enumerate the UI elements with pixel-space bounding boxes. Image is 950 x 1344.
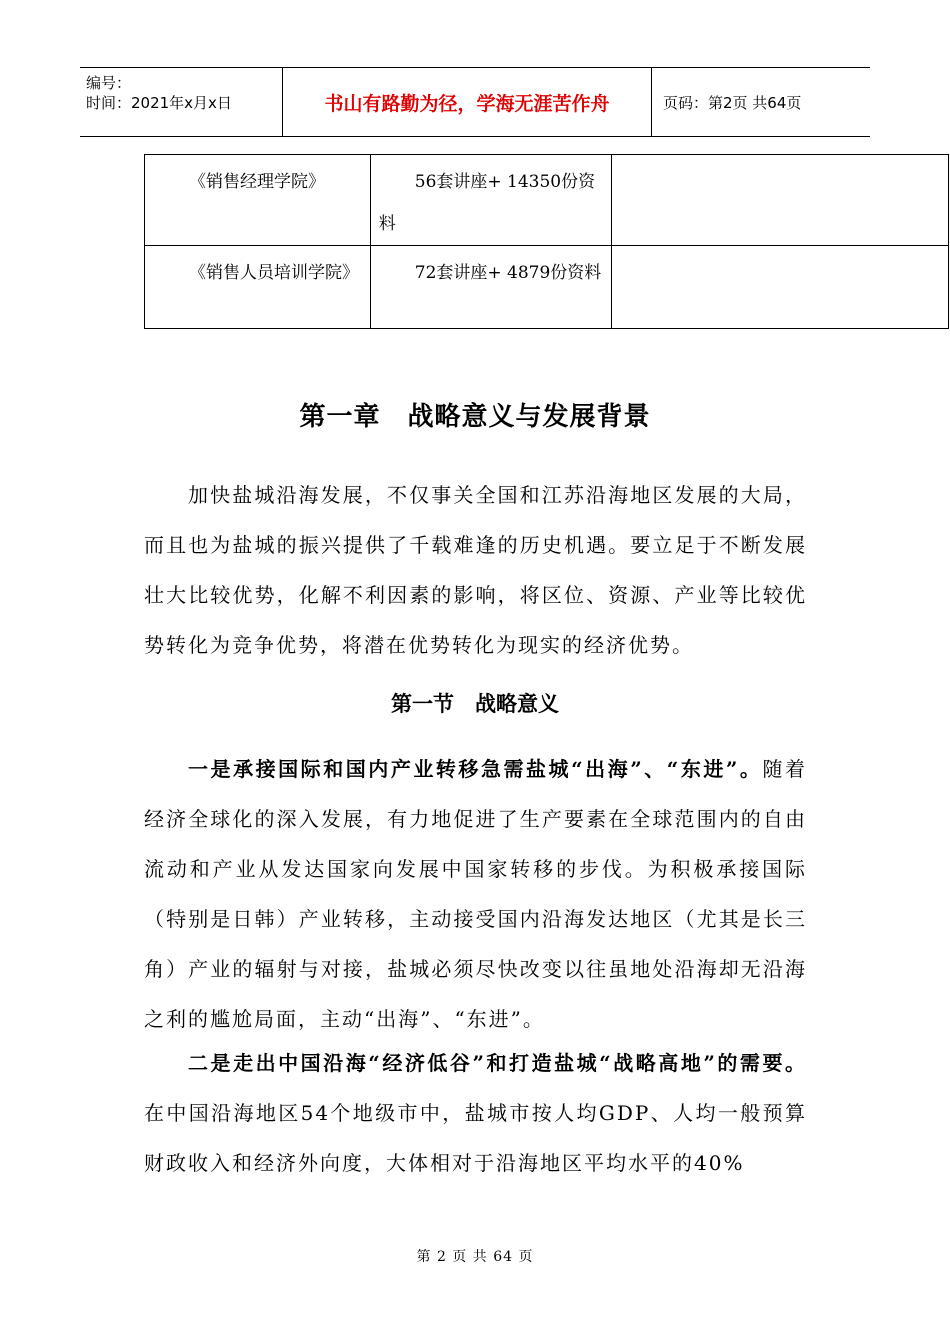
header-page-info: 页码：第2页 共64页 bbox=[663, 93, 802, 112]
table-cell-name bbox=[145, 155, 371, 246]
point2-lead: 二是走出中国沿海“经济低谷”和打造盐城“战略高地”的需要。 bbox=[188, 1051, 807, 1075]
table-row bbox=[145, 155, 949, 246]
table-cell-content bbox=[370, 155, 612, 246]
header-meta-cell bbox=[80, 68, 283, 136]
table-row bbox=[145, 246, 949, 329]
header-motto: 书山有路勤为径，学海无涯苦作舟 bbox=[283, 68, 652, 136]
time-label: 时间：2021年x月x日 bbox=[86, 94, 232, 112]
page-footer: 第 2 页 共 64 页 bbox=[416, 1249, 534, 1265]
course-name: 《销售人员培训学院》 bbox=[189, 263, 359, 283]
page-header bbox=[80, 67, 870, 137]
point2-body: 在中国沿海地区54个地级市中，盐城市按人均GDP、人均一般预算财政收入和经济外向度，大体相对于沿海地区平均水平的40% bbox=[144, 1101, 807, 1175]
point1-body: 随着经济全球化的深入发展，有力地促进了生产要素在全球范围内的自由流动和产业从发达国家向发展中国家转移的步伐。为积极承接国际（特别是日韩）产业转移，主动接受国内沿海发达地区（尤其是长三角）产业的辐射与对接，盐城必须尽快改变以往虽地处沿海却无沿海之利的尴尬局面，主动“出海”、“东进”。 bbox=[144, 757, 808, 1031]
course-content: 56套讲座+ 14350份资料 bbox=[378, 172, 596, 234]
serial-label: 编号： bbox=[86, 74, 132, 92]
table-cell-content bbox=[370, 246, 612, 329]
section-title: 第一节 战略意义 bbox=[391, 692, 559, 716]
point1-lead: 一是承接国际和国内产业转移急需盐城“出海”、“东进”。 bbox=[188, 757, 763, 781]
course-content: 72套讲座+ 4879份资料 bbox=[414, 263, 602, 283]
course-name: 《销售经理学院》 bbox=[189, 172, 325, 192]
point2-paragraph bbox=[144, 1038, 807, 1188]
table-cell-note bbox=[612, 155, 949, 246]
resource-table bbox=[144, 154, 949, 329]
table-cell-name bbox=[145, 246, 371, 329]
chapter-intro-paragraph: 加快盐城沿海发展，不仅事关全国和江苏沿海地区发展的大局，而且也为盐城的振兴提供了千载难逢的历史机遇。要立足于不断发展壮大比较优势，化解不利因素的影响，将区位、资源、产业等比较优势转化为竞争优势，将潜在优势转化为现实的经济优势。 bbox=[144, 483, 807, 657]
point1-paragraph bbox=[144, 744, 807, 1044]
chapter-title: 第一章 战略意义与发展背景 bbox=[299, 402, 651, 432]
table-cell-note bbox=[612, 246, 949, 329]
